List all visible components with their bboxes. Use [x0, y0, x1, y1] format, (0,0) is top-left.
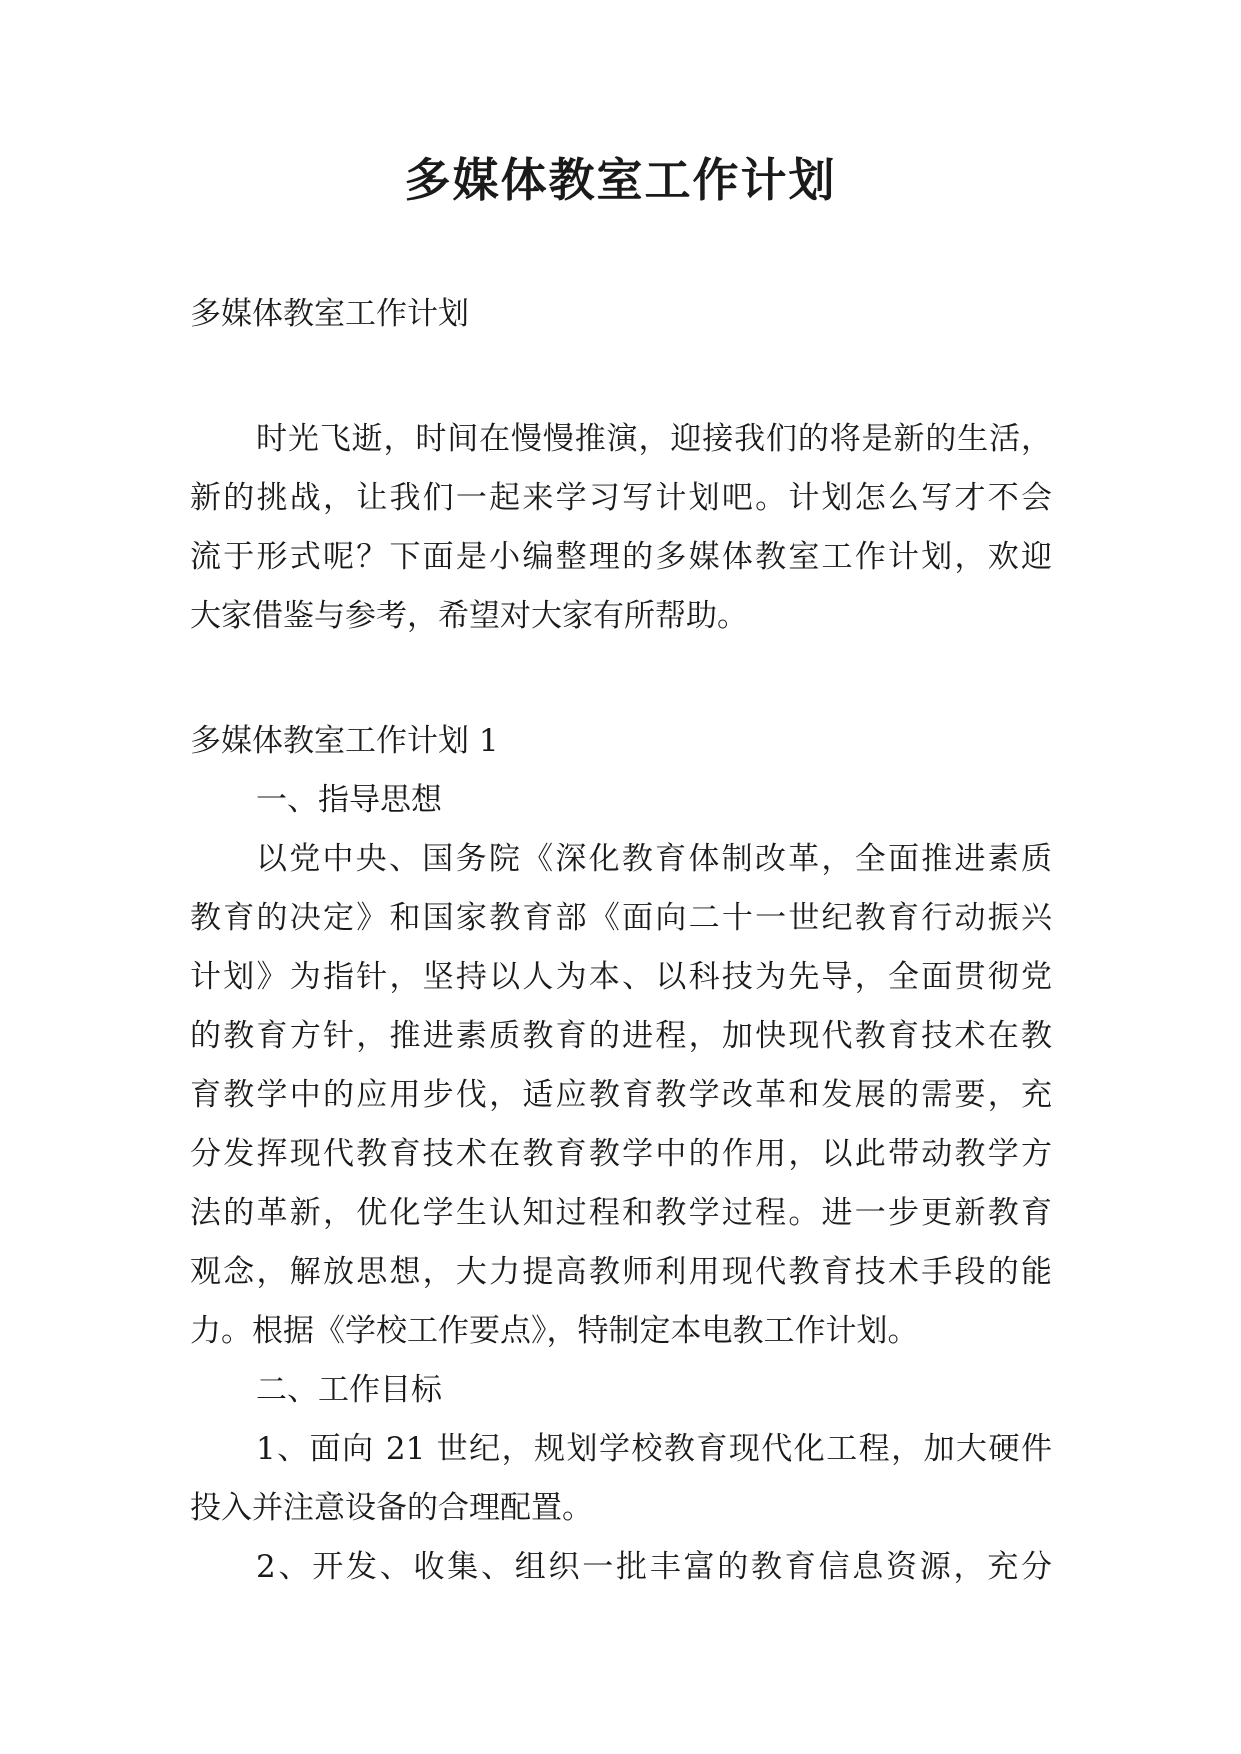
- paragraph-line: 分发挥现代教育技术在教育教学中的作用，以此带动教学方: [190, 1136, 1052, 1172]
- paragraph-line: 力。根据《学校工作要点》，特制定本电教工作计划。: [190, 1313, 919, 1349]
- list-item-line: 2、开发、收集、组织一批丰富的教育信息资源，充分: [256, 1549, 1052, 1585]
- paragraph-line: 教育的决定》和国家教育部《面向二十一世纪教育行动振兴: [190, 900, 1052, 936]
- paragraph-line: 育教学中的应用步伐，适应教育教学改革和发展的需要，充: [190, 1077, 1052, 1113]
- section-title: 多媒体教室工作计划 1: [190, 723, 499, 759]
- paragraph-line: 计划》为指针，坚持以人为本、以科技为先导，全面贯彻党: [190, 959, 1052, 995]
- list-item-2: [190, 1538, 1052, 1597]
- intro-line: 大家借鉴与参考，希望对大家有所帮助。: [190, 598, 748, 634]
- paragraph-line: 以党中央、国务院《深化教育体制改革，全面推进素质: [256, 841, 1052, 877]
- paragraph-line: 观念，解放思想，大力提高教师利用现代教育技术手段的能: [190, 1254, 1052, 1290]
- paragraph-guiding-ideology: [190, 830, 1052, 1361]
- intro-line: 新的挑战，让我们一起来学习写计划吧。计划怎么写才不会: [190, 480, 1052, 516]
- intro-line: 流于形式呢？下面是小编整理的多媒体教室工作计划，欢迎: [190, 539, 1052, 575]
- intro-line: 时光飞逝，时间在慢慢推演，迎接我们的将是新的生活，: [256, 421, 1052, 457]
- list-item-line: 1、面向 21 世纪，规划学校教育现代化工程，加大硬件: [256, 1431, 1052, 1467]
- paragraph-line: 法的革新，优化学生认知过程和教学过程。进一步更新教育: [190, 1195, 1052, 1231]
- paragraph-line: 的教育方针，推进素质教育的进程，加快现代教育技术在教: [190, 1018, 1052, 1054]
- list-item-line: 投入并注意设备的合理配置。: [190, 1490, 593, 1526]
- heading-guiding-ideology: 一、指导思想: [256, 782, 442, 818]
- intro-paragraph: [190, 410, 1052, 646]
- subtitle: 多媒体教室工作计划: [190, 296, 469, 332]
- document-title: 多媒体教室工作计划: [404, 153, 837, 207]
- document-body: [190, 285, 1052, 1597]
- list-item-1: [190, 1420, 1052, 1538]
- heading-work-goals: 二、工作目标: [256, 1372, 442, 1408]
